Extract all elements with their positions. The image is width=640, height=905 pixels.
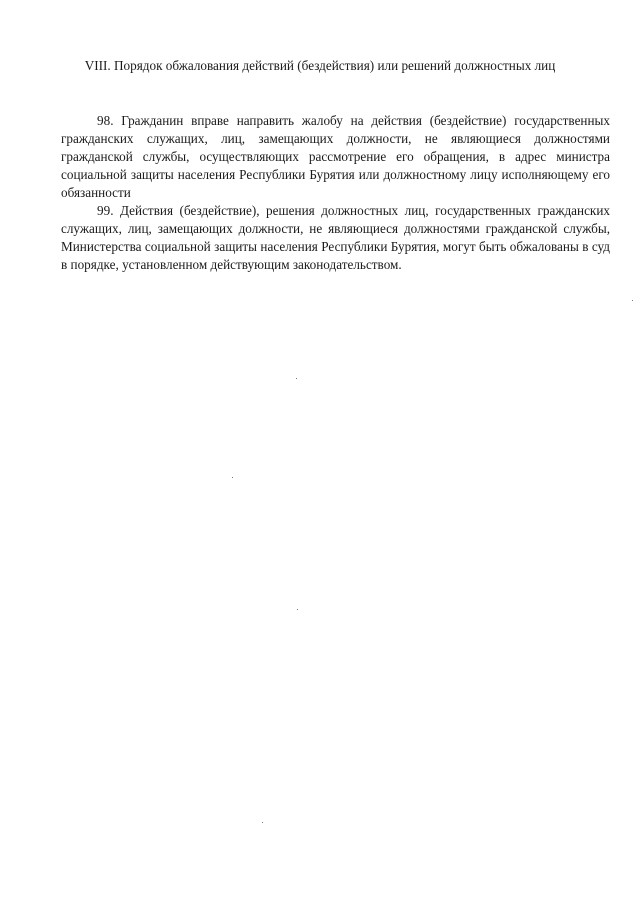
scan-speck [262, 822, 263, 823]
scan-speck [297, 609, 298, 610]
document-body [61, 112, 610, 274]
scan-speck [296, 378, 297, 379]
paragraph-98: 98. Гражданин вправе направить жалобу на действия (бездействие) государственных гражданских служащих, лиц, замещающих должности, не являющиеся должностями гражданской службы, осуществляющих рассмотрение его обращения, в адрес министра социальной защиты населения Республики Бурятия или должностному лицу исполняющему его обязанности [61, 113, 610, 200]
section-title: VIII. Порядок обжалования действий (бездействия) или решений должностных лиц [84, 58, 556, 73]
scan-speck [632, 300, 633, 301]
scan-speck [232, 477, 233, 478]
paragraph-99: 99. Действия (бездействие), решения должностных лиц, государственных гражданских служащих, лиц, замещающих должности, не являющиеся должностями гражданской службы, Министерства социальной защиты населения Республики Бурятия, могут быть обжалованы в суд в порядке, установленном действующим законодательством. [61, 203, 610, 272]
